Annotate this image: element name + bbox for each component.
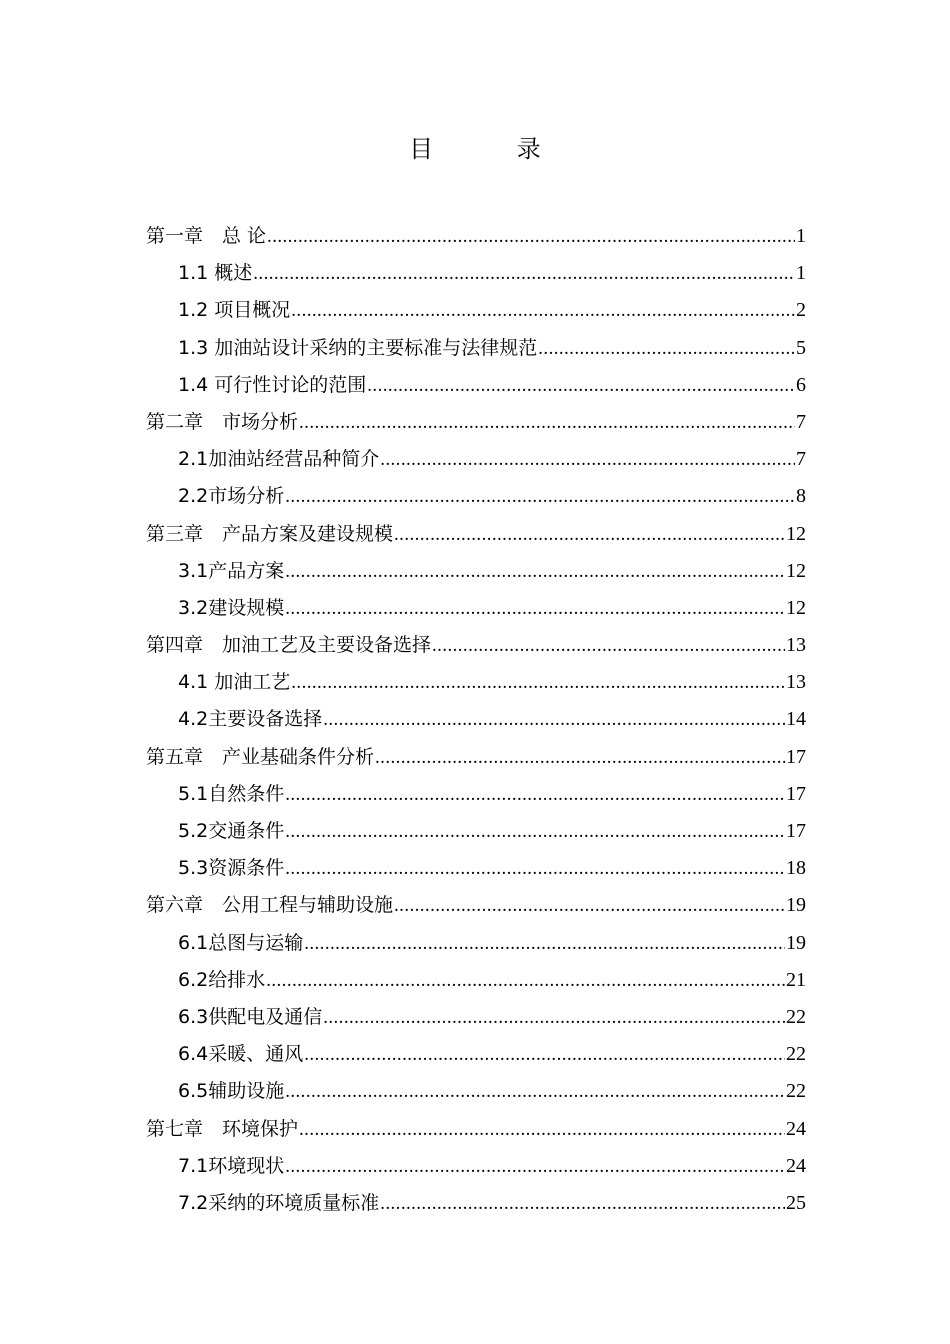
toc-dot-leader (304, 1036, 785, 1073)
toc-entry-label: 6.4采暖、通风 (178, 1043, 304, 1066)
toc-section-entry[interactable] (146, 478, 806, 515)
toc-page-number: 19 (786, 894, 806, 917)
toc-dot-leader (299, 404, 795, 441)
toc-dot-leader (267, 218, 795, 255)
toc-page-number: 24 (786, 1117, 806, 1140)
toc-page-number: 17 (786, 782, 806, 805)
toc-chapter-entry[interactable] (146, 218, 806, 255)
toc-entry-label: 1.4 可行性讨论的范围 (178, 373, 367, 396)
toc-section-entry[interactable] (146, 441, 806, 478)
toc-entry-label: 4.1 加油工艺 (178, 671, 291, 694)
toc-page-number: 21 (786, 968, 806, 991)
toc-entry-label: 2.1加油站经营品种简介 (178, 448, 380, 471)
toc-page-number: 12 (786, 596, 806, 619)
toc-page-number: 7 (796, 410, 806, 433)
toc-dot-leader (323, 999, 785, 1036)
toc-dot-leader (285, 553, 785, 590)
toc-dot-leader (375, 739, 785, 776)
toc-page-number: 13 (786, 634, 806, 657)
toc-page-number: 17 (786, 745, 806, 768)
toc-entry-label: 4.2主要设备选择 (178, 708, 323, 731)
toc-dot-leader (285, 478, 795, 515)
toc-dot-leader (432, 627, 785, 664)
toc-section-entry[interactable] (146, 330, 806, 367)
toc-page-number: 2 (796, 299, 806, 322)
toc-section-entry[interactable] (146, 999, 806, 1036)
toc-dot-leader (285, 590, 785, 627)
toc-page-number: 22 (786, 1043, 806, 1066)
toc-entry-label: 1.2 项目概况 (178, 299, 291, 322)
toc-dot-leader (285, 850, 785, 887)
toc-entry-label: 6.1总图与运输 (178, 931, 304, 954)
toc-page-number: 14 (786, 708, 806, 731)
toc-page-number: 7 (796, 448, 806, 471)
toc-section-entry[interactable] (146, 255, 806, 292)
toc-dot-leader (285, 1148, 785, 1185)
toc-section-entry[interactable] (146, 367, 806, 404)
toc-section-entry[interactable] (146, 1148, 806, 1185)
toc-dot-leader (253, 255, 795, 292)
toc-section-entry[interactable] (146, 664, 806, 701)
toc-chapter-entry[interactable] (146, 404, 806, 441)
toc-entry-label: 3.2建设规模 (178, 596, 285, 619)
toc-entry-label: 1.3 加油站设计采纳的主要标准与法律规范 (178, 336, 538, 359)
toc-dot-leader (323, 701, 785, 738)
toc-chapter-entry[interactable] (146, 1111, 806, 1148)
toc-section-entry[interactable] (146, 701, 806, 738)
toc-page-number: 24 (786, 1154, 806, 1177)
toc-dot-leader (380, 1185, 785, 1222)
toc-dot-leader (380, 441, 795, 478)
toc-section-entry[interactable] (146, 590, 806, 627)
toc-page-number: 13 (786, 671, 806, 694)
toc-dot-leader (304, 925, 785, 962)
toc-dot-leader (394, 516, 785, 553)
toc-page-number: 19 (786, 931, 806, 954)
toc-page-number: 22 (786, 1080, 806, 1103)
toc-section-entry[interactable] (146, 1073, 806, 1110)
toc-section-entry[interactable] (146, 962, 806, 999)
toc-section-entry[interactable] (146, 553, 806, 590)
toc-entry-label: 7.2采纳的环境质量标准 (178, 1191, 380, 1214)
toc-list (146, 218, 806, 1222)
toc-chapter-entry[interactable] (146, 516, 806, 553)
toc-page-number: 17 (786, 820, 806, 842)
toc-title: 目 录 (409, 135, 579, 163)
toc-dot-leader (285, 1073, 785, 1110)
toc-dot-leader (538, 330, 795, 367)
toc-section-entry[interactable] (146, 925, 806, 962)
toc-page-number: 5 (796, 336, 806, 359)
toc-dot-leader (367, 367, 795, 404)
toc-entry-label: 第七章 环境保护 (146, 1117, 299, 1140)
toc-page-number: 6 (796, 373, 806, 396)
toc-entry-label: 6.5辅助设施 (178, 1080, 285, 1103)
toc-dot-leader (285, 776, 785, 813)
toc-page-number: 25 (786, 1191, 806, 1214)
toc-entry-label: 第二章 市场分析 (146, 410, 299, 433)
toc-entry-label: 第四章 加油工艺及主要设备选择 (146, 634, 432, 657)
toc-page-number: 1 (796, 262, 806, 285)
toc-dot-leader (291, 292, 795, 329)
toc-entry-label: 5.3资源条件 (178, 857, 285, 880)
toc-dot-leader (285, 813, 785, 850)
toc-page-number: 18 (786, 857, 806, 880)
toc-entry-label: 5.2交通条件 (178, 820, 285, 842)
toc-chapter-entry[interactable] (146, 739, 806, 776)
toc-chapter-entry[interactable] (146, 887, 806, 924)
toc-page-number: 1 (796, 225, 806, 247)
toc-entry-label: 2.2市场分析 (178, 485, 285, 508)
toc-entry-label: 第五章 产业基础条件分析 (146, 745, 375, 768)
toc-dot-leader (266, 962, 785, 999)
toc-section-entry[interactable] (146, 776, 806, 813)
toc-dot-leader (299, 1111, 785, 1148)
toc-entry-label: 6.2给排水 (178, 968, 266, 991)
toc-page-number: 8 (796, 485, 806, 508)
toc-entry-label: 6.3供配电及通信 (178, 1005, 323, 1028)
toc-section-entry[interactable] (146, 813, 806, 850)
toc-chapter-entry[interactable] (146, 627, 806, 664)
toc-section-entry[interactable] (146, 292, 806, 329)
toc-entry-label: 第三章 产品方案及建设规模 (146, 522, 394, 545)
toc-entry-label: 3.1产品方案 (178, 559, 285, 582)
toc-entry-label: 第六章 公用工程与辅助设施 (146, 894, 394, 917)
toc-entry-label: 第一章 总 论 (146, 225, 267, 247)
toc-entry-label: 7.1环境现状 (178, 1154, 285, 1177)
toc-dot-leader (394, 887, 785, 924)
toc-page-number: 12 (786, 559, 806, 582)
toc-section-entry[interactable] (146, 1185, 806, 1222)
toc-entry-label: 1.1 概述 (178, 262, 253, 285)
toc-page-number: 12 (786, 522, 806, 545)
toc-section-entry[interactable] (146, 1036, 806, 1073)
toc-section-entry[interactable] (146, 850, 806, 887)
toc-dot-leader (291, 664, 785, 701)
toc-page-number: 22 (786, 1005, 806, 1028)
toc-entry-label: 5.1自然条件 (178, 782, 285, 805)
